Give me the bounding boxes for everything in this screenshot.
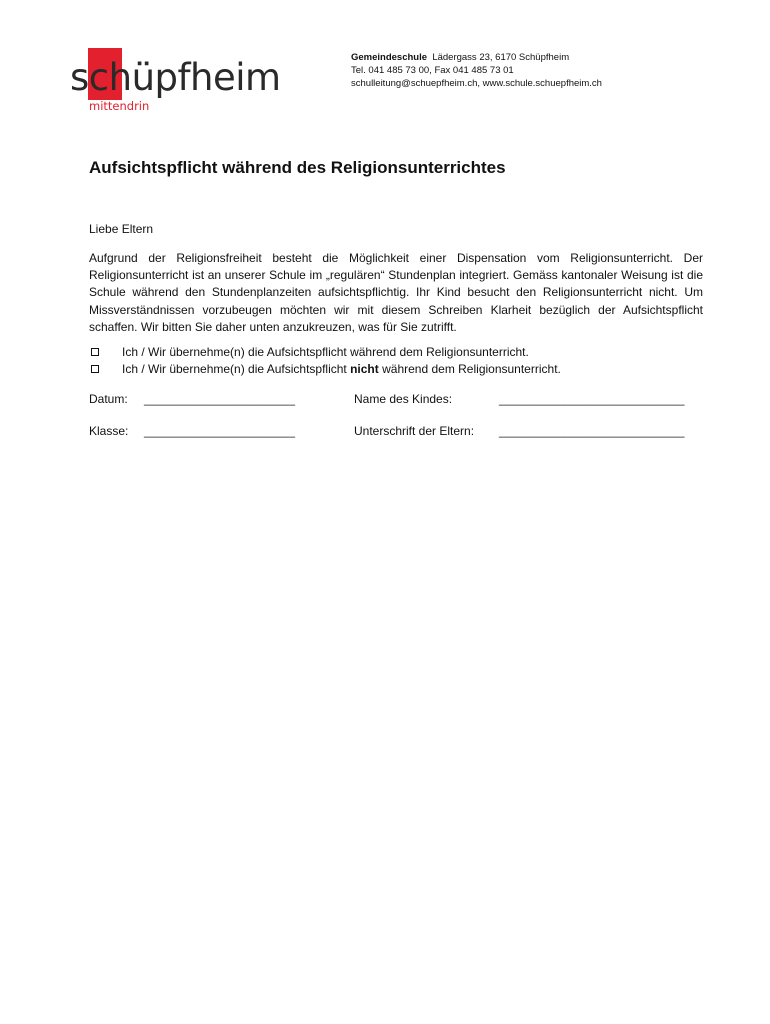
greeting: Liebe Eltern: [89, 222, 154, 236]
datum-label: Datum:: [89, 392, 128, 406]
child-name-label: Name des Kindes:: [354, 392, 453, 406]
address-line: [351, 51, 602, 64]
option-label-no: [122, 362, 561, 376]
svg-text:schüpfheim: [70, 56, 281, 99]
page-title: Aufsichtspflicht während des Religionsunterrichtes: [89, 158, 506, 177]
option-label-no-after: während dem Religionsunterricht.: [378, 361, 561, 376]
form-row-datum: [89, 392, 709, 410]
logo-tagline: mittendrin: [89, 99, 150, 112]
contact-line: schulleitung@schuepfheim.ch, www.schule.schuepfheim.ch: [351, 78, 602, 89]
address: Lädergass 23, 6170 Schüpfheim: [432, 52, 570, 63]
option-label-no-before: Ich / Wir übernehme(n) die Aufsichtspflicht: [122, 361, 351, 376]
options-list: [89, 343, 561, 377]
parent-signature-label: Unterschrift der Eltern:: [354, 424, 475, 438]
logo-wordmark-prefix: sch: [70, 56, 132, 99]
child-name-field[interactable]: ___________________________: [499, 392, 685, 406]
school-contact-block: [351, 51, 602, 90]
option-supervision-yes: [89, 343, 561, 360]
body-paragraph: Aufgrund der Religionsfreiheit besteht die Möglichkeit einer Dispensation vom Religionsunterricht. Der Religionsunterricht ist an unserer Schule im „regulären“ Stundenplan integriert. Gemäss kantonaler Weisung ist die Schule während den Stundenplanzeiten aufsichtspflichtig. Ihr Kind besucht den Religionsunterricht nicht. Um Missverständnissen vorzubeugen möchten wir mit diesem Schreiben Klarheit bezüglich der Aufsichtspflicht schaffen. Wir bitten Sie daher unten anzukreuzen, was für Sie zutrifft.: [89, 251, 703, 334]
org-name: Gemeindeschule: [351, 52, 428, 63]
checkbox-supervision-yes[interactable]: [91, 348, 99, 356]
option-label-no-emphasis: nicht: [350, 361, 379, 376]
class-label: Klasse:: [89, 424, 129, 438]
option-supervision-no: [89, 360, 561, 377]
parent-signature-field[interactable]: ___________________________: [499, 424, 685, 438]
school-logo: [70, 48, 290, 112]
checkbox-supervision-no[interactable]: [91, 365, 99, 373]
logo-wordmark-suffix: üpfheim: [131, 56, 281, 99]
form-row-klasse: [89, 424, 709, 442]
phone-line: Tel. 041 485 73 00, Fax 041 485 73 01: [351, 65, 514, 76]
class-field[interactable]: ______________________: [144, 424, 296, 438]
option-label-yes: Ich / Wir übernehme(n) die Aufsichtspflicht während dem Religionsunterricht.: [122, 344, 529, 359]
datum-field[interactable]: ______________________: [144, 392, 296, 406]
